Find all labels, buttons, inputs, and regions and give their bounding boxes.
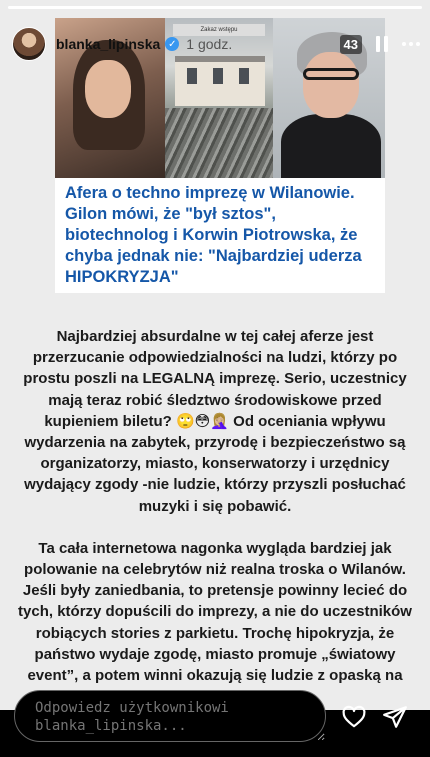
reply-input[interactable] — [14, 690, 326, 742]
more-options-icon[interactable] — [402, 42, 420, 46]
verified-icon: ✓ — [165, 37, 179, 51]
story-progress-bar — [8, 6, 422, 9]
username[interactable]: blanka_lipinska — [56, 36, 161, 52]
photo-badge: 43 — [340, 35, 362, 54]
heart-icon[interactable] — [341, 704, 367, 730]
photo-sign: Zakaz wstępu — [173, 24, 265, 36]
article-headline: Afera o techno imprezę w Wilanowie. Gilon mówi, że "był sztos", biotechnolog i Korwin Piotrowska, że chyba jednak nie: "Najbardziej uderza HIPOKRYZJA" — [65, 184, 362, 286]
avatar[interactable] — [12, 27, 46, 61]
story-paragraph-2: Ta cała internetowa nagonka wygląda bardziej jak polowanie na celebrytów niż realna troska o Wilanów. Jeśli były zaniedbania, to pretensje powinny lecieć do tych, którzy dopuścili do imprezy, a nie do uczestników robiących stories z parkietu. Trochę hipokryzja, że państwo wydaje zgodę, miasto promuje „światowy event”, a potem winni okazują się ludzie z opaską na — [18, 539, 412, 685]
story-paragraph-1: Najbardziej absurdalne w tej całej aferze jest przerzucanie odpowiedzialności na ludzi, którzy po prostu poszli na LEGALNĄ imprezę. Serio, uczestnicy mają teraz robić śledztwo środowiskowe przed kupieniem biletu? 🙄😳🤦🏼‍♀️ Od oceniania wpływu wydarzenia na zabytek, przyrodę i bezpieczeństwo są organizatorzy, miasto, konserwatorzy i urzędnicy wydający zgody -nie ludzie, którzy przyszli posłuchać muzyki i się pobawić. — [23, 328, 407, 515]
story-text — [16, 326, 414, 710]
pause-icon[interactable] — [376, 36, 388, 52]
send-icon[interactable] — [382, 704, 408, 730]
story-progress-fill — [8, 6, 422, 9]
post-time: 1 godz. — [186, 36, 233, 52]
story-header — [12, 24, 420, 64]
